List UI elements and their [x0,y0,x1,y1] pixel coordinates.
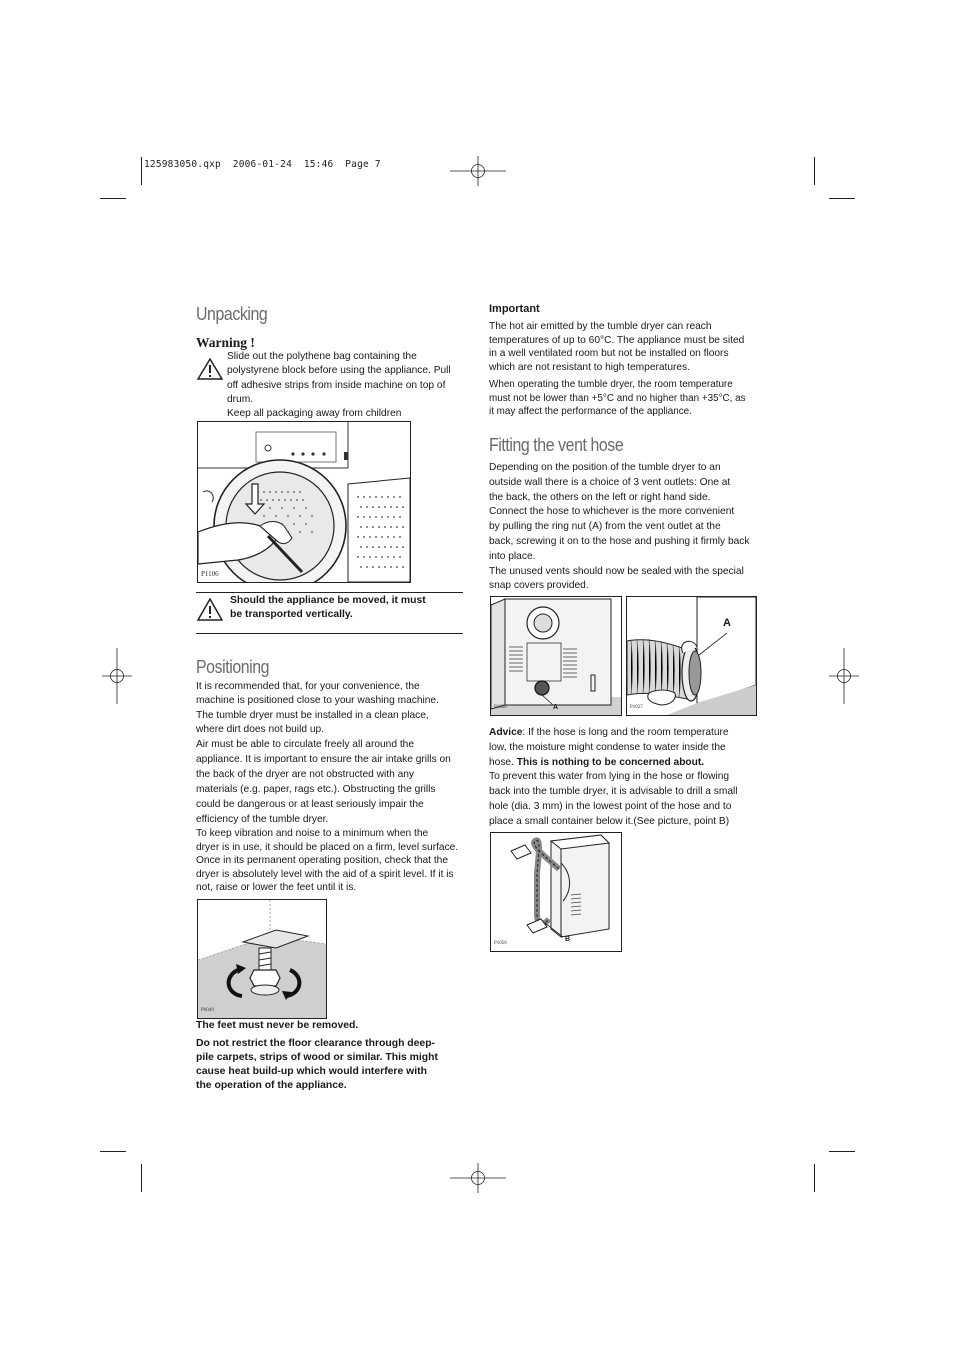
warning-line: off adhesive strips from inside machine on top of [227,379,446,391]
move-notice-line: be transported vertically. [230,609,353,620]
vent-line: To prevent this water from lying in the hose or flowing [489,771,730,783]
crop-mark [141,157,142,185]
advice-line-3-bold: This is nothing to be concerned about. [516,756,705,768]
dryer-back-drawing [491,597,621,715]
vent-line: Depending on the position of the tumble dryer to an [489,462,721,473]
unpacking-title: Unpacking [196,303,268,324]
unpacking-illustration [197,421,411,583]
warning-line: polystyrene block before using the appliance. Pull [227,365,451,377]
vent-line: place a small container below it.(See picture, point B) [489,815,730,827]
image-code: P1056 [494,941,507,946]
important-line: must not be lower than +5°C and no higher than +35°C, as [489,392,746,404]
feet-note: The feet must never be removed. [196,1020,359,1031]
important-heading: Important [489,303,540,315]
registration-mark [829,648,859,704]
vent-line: by pulling the ring nut (A) from the vent outlet at the [489,521,721,533]
floor-note-line: the operation of the appliance. [196,1080,347,1091]
positioning-text-2 [196,827,468,895]
important-line: temperatures of up to 60°C. The appliance must be sited [489,334,745,346]
floor-note-line: cause heat build-up which would interfere with [196,1066,427,1077]
advice-line-1-text: : If the hose is long and the room temperature [522,727,729,738]
crop-mark [141,1164,142,1192]
vent-line: outside wall there is a choice of 3 vent outlets: One at [489,476,731,488]
positioning-line: The tumble dryer must be installed in a clean place, [196,709,429,721]
floor-note-line: Do not restrict the floor clearance through deep- [196,1038,436,1049]
important-text-2 [489,378,761,419]
vent-line: snap covers provided. [489,580,589,592]
positioning-line: efficiency of the tumble dryer. [196,814,329,826]
vent-line: The unused vents should now be sealed with the special [489,565,744,577]
vent-hose-title: Fitting the vent hose [489,434,624,455]
floor-note-line: pile carpets, strips of wood or similar. This might [196,1052,438,1063]
positioning-text [196,680,468,827]
floor-note [196,1037,466,1093]
adjustable-foot-drawing [198,900,326,1018]
divider-line [196,633,463,634]
registration-mark [450,156,506,186]
vent-line: the back, the others on the left or right hand side. [489,491,711,503]
divider-line [196,592,463,593]
advice-line-3 [489,756,764,771]
move-notice-line: Should the appliance be moved, it must [230,595,426,606]
positioning-line: It is recommended that, for your convenience, the [196,681,420,692]
important-line: When operating the tumble dryer, the room temperature [489,379,733,390]
crop-mark [100,198,126,199]
vent-line: into place. [489,550,536,562]
important-line: it may affect the performance of the appliance. [489,406,692,418]
crop-mark [100,1151,126,1152]
point-a-label: A [723,617,731,629]
positioning-line: To keep vibration and noise to a minimum when the [196,828,429,839]
vent-line: back into the tumble dryer, it is advisable to drill a small [489,786,738,798]
important-line: The hot air emitted by the tumble dryer can reach [489,321,712,332]
image-code: P1028 [494,705,507,710]
positioning-line: machine is positioned close to your washing machine. [196,695,439,707]
warning-heading: Warning ! [196,335,255,350]
positioning-line: materials (e.g. paper, rags etc.). Obstructing the grills [196,784,436,796]
positioning-line: the back of the dryer are not obstructed with any [196,769,415,781]
foot-illustration [197,899,327,1019]
registration-mark [450,1163,506,1193]
positioning-line: Air must be able to circulate freely all around the [196,739,415,751]
move-notice [230,594,466,622]
hose-connection-illustration [626,596,757,716]
important-text [489,320,761,375]
drain-hole-illustration [490,832,622,952]
image-code: P0049 [201,1008,214,1013]
crop-mark [829,198,855,199]
dryer-drum-drawing [198,422,410,582]
warning-text [227,350,467,421]
vent-text [489,461,764,594]
positioning-line: dryer is in use, it should be placed on a firm, level surface. [196,841,459,853]
warning-line: Keep all packaging away from children [227,408,402,420]
warning-line: drum. [227,393,254,405]
hose-ring-nut-drawing [627,597,756,715]
advice-line-3-prefix: hose. [489,756,517,768]
vent-line: Connect the hose to whichever is the more convenient [489,506,735,518]
warning-triangle-icon [197,358,223,380]
positioning-line: appliance. It is important to ensure the air intake grills on [196,754,451,766]
advice-text [489,726,764,830]
advice-label: Advice [489,727,523,738]
vent-outlet-illustration [490,596,622,716]
crop-mark [814,157,815,185]
registration-mark [102,648,132,704]
important-line: which are not resistant to high temperatures. [489,362,691,374]
positioning-title: Positioning [196,656,270,677]
warning-line: Slide out the polythene bag containing the [227,351,417,362]
positioning-line: dryer is absolutely level with the aid of a spirit level. If it is [196,868,454,880]
positioning-line: not, raise or lower the feet until it is. [196,882,357,894]
image-code: P1027 [630,705,643,710]
advice-line-1 [489,726,764,741]
image-code: P1106 [201,570,219,578]
point-b-label: B [565,936,571,943]
warning-triangle-icon [197,598,223,622]
crop-mark [829,1151,855,1152]
point-a-label: A [553,704,559,711]
important-line: in a well ventilated room but not be installed on floors [489,348,729,360]
vent-line: back, screwing it on to the hose and pushing it firmly back [489,535,750,547]
dryer-hose-drain-drawing [491,833,621,951]
crop-mark [814,1164,815,1192]
file-slug: 125983050.qxp 2006-01-24 15:46 Page 7 [144,159,381,170]
positioning-line: could be dangerous or at least seriously impair the [196,799,424,811]
positioning-line: where dirt does not build up. [196,723,324,735]
positioning-line: Once in its permanent operating position, check that the [196,855,449,867]
vent-line: hole (dia. 3 mm) in the lowest point of the hose and to [489,800,732,812]
advice-line-2: low, the moisture might condense to water inside the [489,741,726,753]
